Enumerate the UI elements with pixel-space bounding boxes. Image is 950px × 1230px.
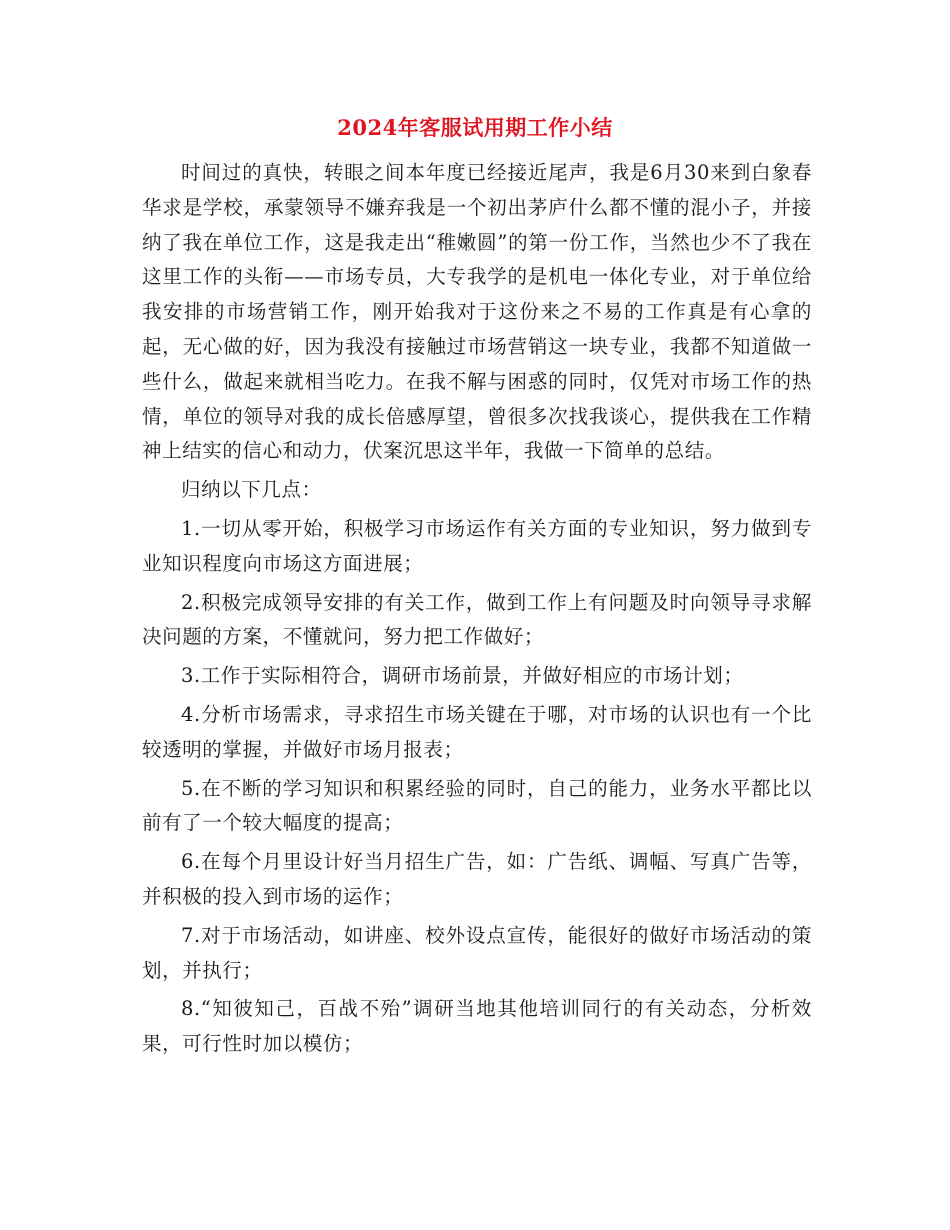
list-item-3: 3.工作于实际相符合，调研市场前景，并做好相应的市场计划； (181, 664, 744, 688)
document-body (142, 156, 812, 1062)
document-title: 2024年客服试用期工作小结 (337, 115, 613, 140)
list-item-6: 6.在每个月里设计好当月招生广告，如：广告纸、调幅、写真广告等，并积极的投入到市场的运作； (142, 850, 812, 908)
list-item-7: 7.对于市场活动，如讲座、校外设点宣传，能很好的做好市场活动的策划，并执行； (142, 923, 812, 982)
list-item-4: 4.分析市场需求，寻求招生市场关键在于哪，对市场的认识也有一个比较透明的掌握，并做好市场月报表； (142, 702, 812, 761)
paragraph-intro: 时间过的真快，转眼之间本年度已经接近尾声，我是6月30来到白象春华求是学校，承蒙领导不嫌弃我是一个初出茅庐什么都不懂的混小子，并接纳了我在单位工作，这是我走出“稚嫩圆”的第一份工作，当然也少不了我在这里工作的头衔——市场专员，大专我学的是机电一体化专业，对于单位给我安排的市场营销工作，刚开始我对于这份来之不易的工作真是有心拿的起，无心做的好，因为我没有接触过市场营销这一块专业，我都不知道做一些什么，做起来就相当吃力。在我不解与困惑的同时，仅凭对市场工作的热情，单位的领导对我的成长倍感厚望，曾很多次找我谈心，提供我在工作精神上结实的信心和动力，伏案沉思这半年，我做一下简单的总结。 (142, 161, 812, 463)
list-item-5: 5.在不断的学习知识和积累经验的同时，自己的能力，业务水平都比以前有了一个较大幅度的提高； (142, 776, 812, 835)
list-item-8: 8.“知彼知己，百战不殆”调研当地其他培训同行的有关动态，分析效果，可行性时加以模仿； (142, 997, 812, 1056)
list-item-1: 1.一切从零开始，积极学习市场运作有关方面的专业知识，努力做到专业知识程度向市场这方面进展； (142, 516, 812, 575)
paragraph-summary-lead: 归纳以下几点： (181, 478, 322, 502)
list-item-2: 2.积极完成领导安排的有关工作，做到工作上有问题及时向领导寻求解决问题的方案，不懂就问，努力把工作做好； (142, 590, 812, 649)
